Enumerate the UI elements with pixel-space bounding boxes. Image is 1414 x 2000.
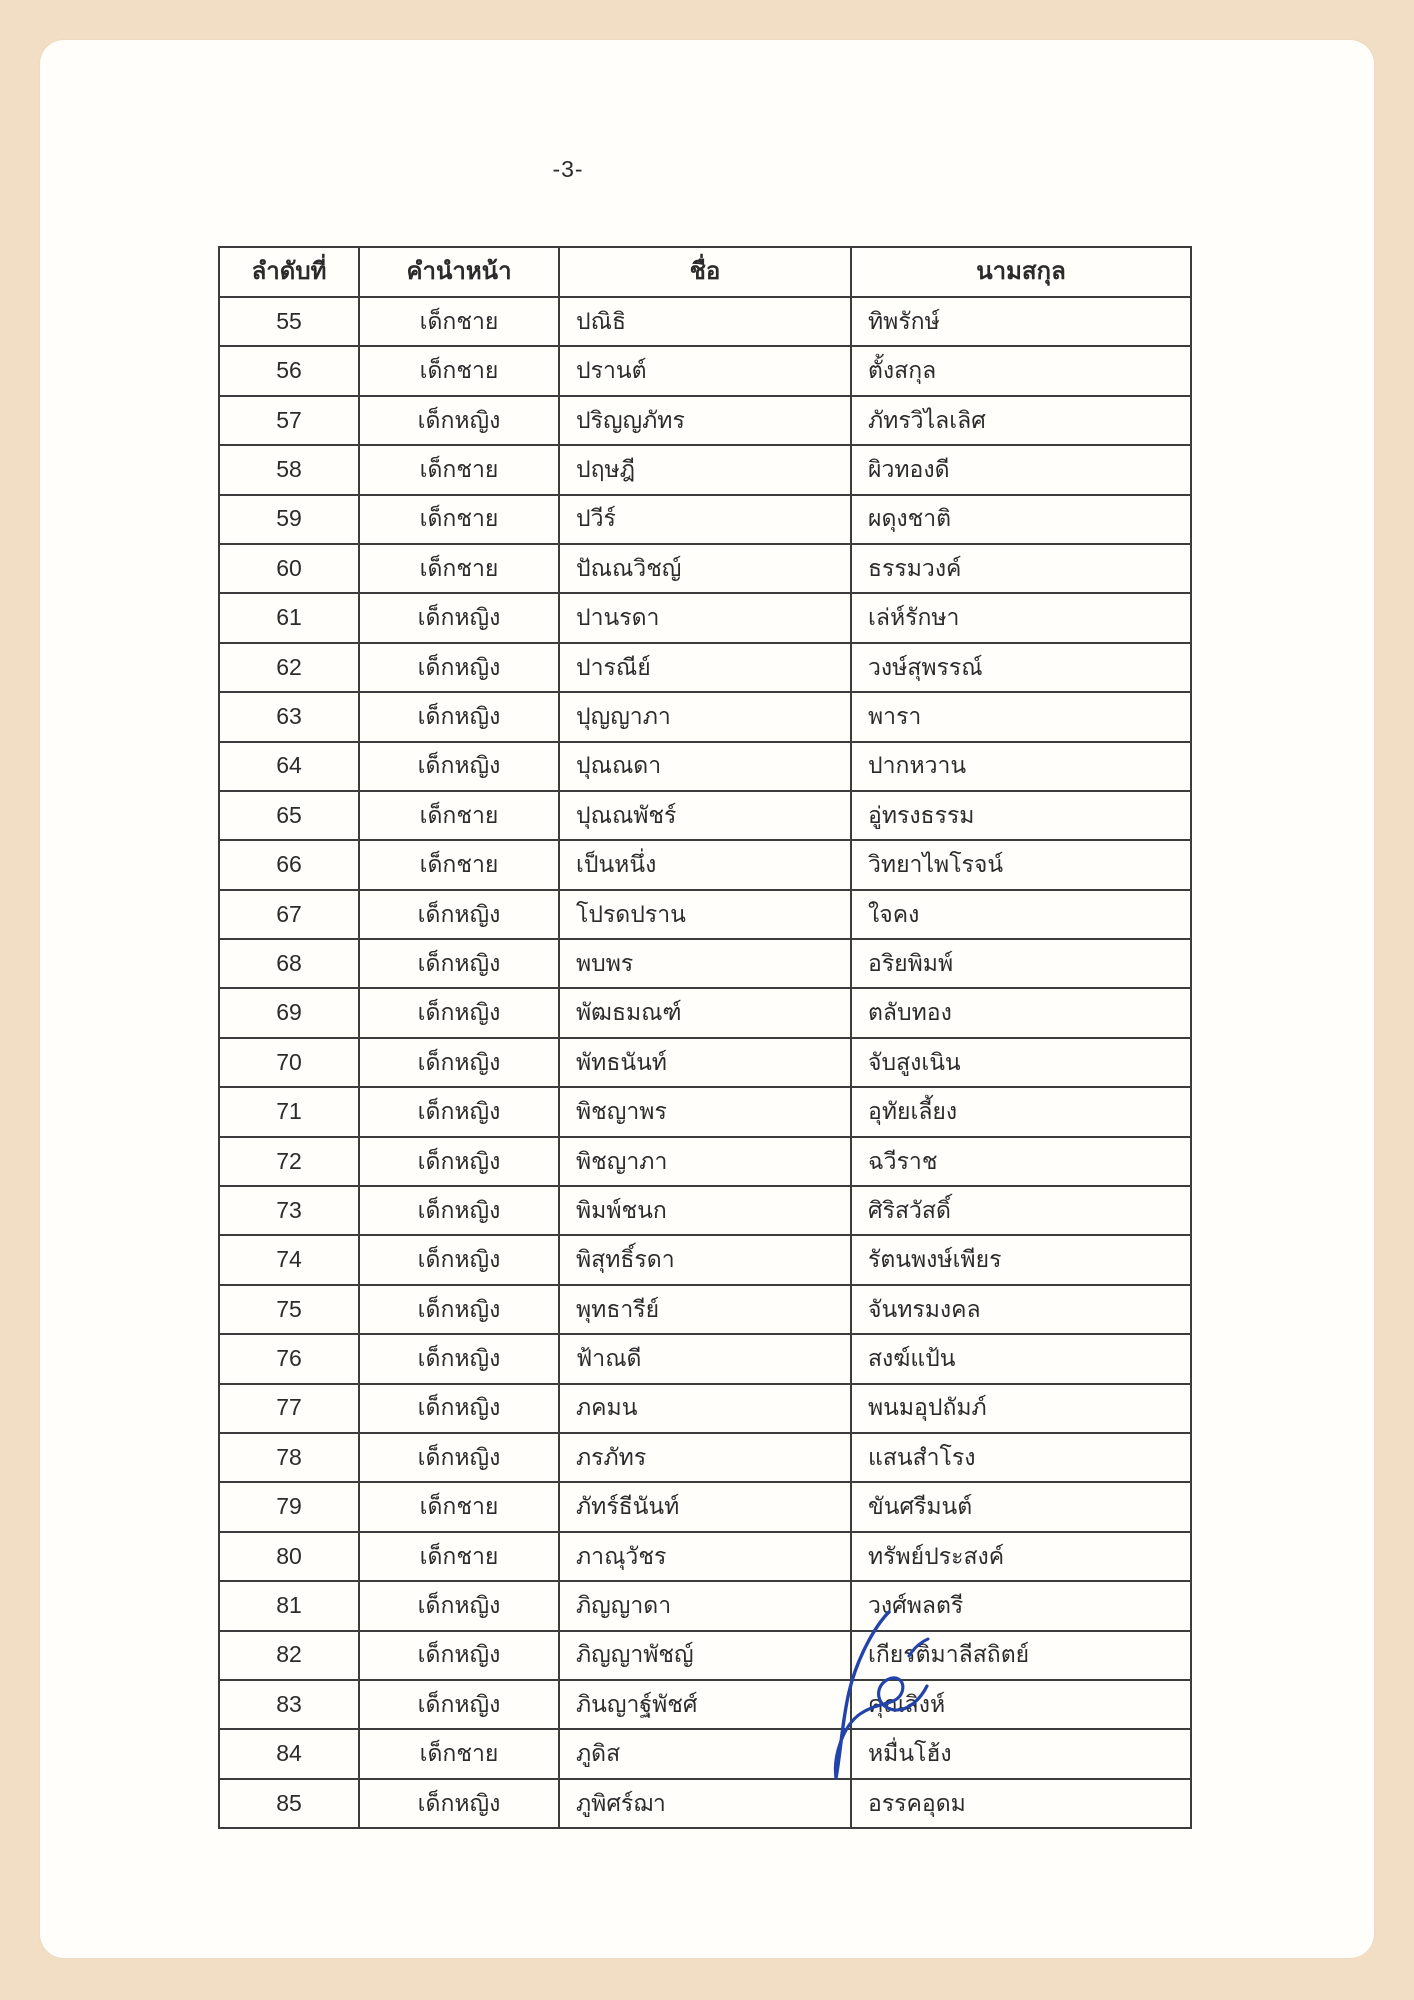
cell-first-name: พิชญาภา [559,1137,851,1186]
cell-prefix: เด็กหญิง [359,692,559,741]
header-no: ลำดับที่ [219,247,359,297]
cell-no: 77 [219,1384,359,1433]
cell-last-name: คุณสิงห์ [851,1680,1191,1729]
cell-last-name: ฉวีราช [851,1137,1191,1186]
cell-first-name: ปวีร์ [559,495,851,544]
cell-no: 56 [219,346,359,395]
table-row [219,791,1191,840]
cell-last-name: ทิพรักษ์ [851,297,1191,346]
cell-no: 58 [219,445,359,494]
cell-no: 61 [219,593,359,642]
table-row [219,1482,1191,1531]
cell-last-name: เล่ห์รักษา [851,593,1191,642]
table-row [219,544,1191,593]
cell-first-name: ปุณณดา [559,742,851,791]
cell-last-name: ปากหวาน [851,742,1191,791]
cell-prefix: เด็กหญิง [359,1433,559,1482]
cell-last-name: ผิวทองดี [851,445,1191,494]
cell-last-name: ธรรมวงค์ [851,544,1191,593]
cell-no: 83 [219,1680,359,1729]
cell-prefix: เด็กหญิง [359,939,559,988]
cell-last-name: ตั้งสกุล [851,346,1191,395]
cell-first-name: ภิญญาดา [559,1581,851,1630]
cell-prefix: เด็กชาย [359,445,559,494]
cell-first-name: ภาณุวัชร [559,1532,851,1581]
cell-first-name: พบพร [559,939,851,988]
cell-first-name: ภคมน [559,1384,851,1433]
table-row [219,495,1191,544]
cell-last-name: สงฆ์แป้น [851,1334,1191,1383]
cell-no: 62 [219,643,359,692]
cell-no: 60 [219,544,359,593]
table-row [219,988,1191,1037]
cell-no: 66 [219,840,359,889]
cell-last-name: พนมอุปถัมภ์ [851,1384,1191,1433]
cell-first-name: พิชญาพร [559,1087,851,1136]
table-row [219,1384,1191,1433]
cell-first-name: ปัณณวิชญ์ [559,544,851,593]
cell-no: 65 [219,791,359,840]
cell-prefix: เด็กหญิง [359,1186,559,1235]
cell-no: 75 [219,1285,359,1334]
cell-first-name: ภัทร์ธีนันท์ [559,1482,851,1531]
cell-prefix: เด็กหญิง [359,1779,559,1828]
cell-prefix: เด็กหญิง [359,1285,559,1334]
cell-last-name: ใจคง [851,890,1191,939]
header-first-name: ชื่อ [559,247,851,297]
cell-last-name: ทรัพย์ประสงค์ [851,1532,1191,1581]
cell-no: 72 [219,1137,359,1186]
table-row [219,1137,1191,1186]
cell-prefix: เด็กหญิง [359,1235,559,1284]
cell-prefix: เด็กหญิง [359,988,559,1037]
cell-no: 55 [219,297,359,346]
cell-prefix: เด็กหญิง [359,1334,559,1383]
cell-last-name: อุทัยเลี้ยง [851,1087,1191,1136]
cell-no: 59 [219,495,359,544]
header-row [219,247,1191,297]
cell-first-name: ปุณณพัชร์ [559,791,851,840]
cell-first-name: พิสุทธิ์รดา [559,1235,851,1284]
cell-first-name: ภินญาฐ์พัชศ์ [559,1680,851,1729]
cell-prefix: เด็กชาย [359,1532,559,1581]
table-row [219,1334,1191,1383]
cell-first-name: ภรภัทร [559,1433,851,1482]
cell-no: 76 [219,1334,359,1383]
table-row [219,1581,1191,1630]
cell-last-name: พารา [851,692,1191,741]
cell-first-name: ภูดิส [559,1729,851,1778]
cell-first-name: ภิญญาพัชญ์ [559,1631,851,1680]
cell-no: 63 [219,692,359,741]
table-row [219,396,1191,445]
cell-prefix: เด็กชาย [359,297,559,346]
cell-first-name: เป็นหนึ่ง [559,840,851,889]
cell-no: 74 [219,1235,359,1284]
cell-prefix: เด็กชาย [359,495,559,544]
handwritten-signature [805,1598,940,1798]
cell-prefix: เด็กหญิง [359,1631,559,1680]
table-row [219,346,1191,395]
cell-first-name: ปฤษฎี [559,445,851,494]
document-page [40,40,1374,1958]
cell-first-name: พัฒธมณฑ์ [559,988,851,1037]
table-row [219,1779,1191,1828]
cell-no: 71 [219,1087,359,1136]
cell-last-name: ขันศรีมนต์ [851,1482,1191,1531]
table-row [219,1285,1191,1334]
cell-prefix: เด็กหญิง [359,890,559,939]
cell-no: 64 [219,742,359,791]
cell-last-name: วงษ์สุพรรณ์ [851,643,1191,692]
cell-prefix: เด็กชาย [359,544,559,593]
header-prefix: คำนำหน้า [359,247,559,297]
cell-last-name: วงศ์พลตรี [851,1581,1191,1630]
cell-no: 85 [219,1779,359,1828]
cell-prefix: เด็กชาย [359,1482,559,1531]
cell-last-name: จันทรมงคล [851,1285,1191,1334]
table-row [219,1680,1191,1729]
cell-last-name: รัตนพงษ์เพียร [851,1235,1191,1284]
table-row [219,939,1191,988]
cell-last-name: อู่ทรงธรรม [851,791,1191,840]
table-row [219,1631,1191,1680]
table-body [219,297,1191,1828]
table-row [219,742,1191,791]
cell-last-name: วิทยาไพโรจน์ [851,840,1191,889]
cell-first-name: โปรดปราน [559,890,851,939]
cell-no: 67 [219,890,359,939]
cell-first-name: ปริญญภัทร [559,396,851,445]
cell-prefix: เด็กหญิง [359,643,559,692]
cell-first-name: ปรานต์ [559,346,851,395]
table-row [219,1729,1191,1778]
cell-prefix: เด็กชาย [359,840,559,889]
table-row [219,1087,1191,1136]
table-row [219,1433,1191,1482]
cell-no: 68 [219,939,359,988]
cell-first-name: ปานรดา [559,593,851,642]
table-row [219,1235,1191,1284]
table-row [219,692,1191,741]
cell-prefix: เด็กหญิง [359,1581,559,1630]
cell-last-name: ศิริสวัสดิ์ [851,1186,1191,1235]
cell-first-name: ปณิธิ [559,297,851,346]
cell-first-name: พุทธารีย์ [559,1285,851,1334]
cell-first-name: พัทธนันท์ [559,1038,851,1087]
cell-first-name: พิมพ์ชนก [559,1186,851,1235]
cell-first-name: ปุญญาภา [559,692,851,741]
cell-first-name: ฟ้าณดี [559,1334,851,1383]
cell-first-name: ภูพิศร์ฌา [559,1779,851,1828]
cell-prefix: เด็กหญิง [359,1137,559,1186]
cell-last-name: ตลับทอง [851,988,1191,1037]
cell-no: 57 [219,396,359,445]
cell-prefix: เด็กชาย [359,791,559,840]
table-row [219,840,1191,889]
cell-prefix: เด็กหญิง [359,1680,559,1729]
cell-no: 80 [219,1532,359,1581]
page-number: -3- [552,156,584,182]
cell-prefix: เด็กหญิง [359,593,559,642]
cell-prefix: เด็กหญิง [359,742,559,791]
cell-no: 78 [219,1433,359,1482]
cell-last-name: จับสูงเนิน [851,1038,1191,1087]
table-row [219,890,1191,939]
cell-prefix: เด็กชาย [359,346,559,395]
cell-last-name: ผดุงชาติ [851,495,1191,544]
table-row [219,643,1191,692]
cell-no: 82 [219,1631,359,1680]
table-row [219,297,1191,346]
cell-no: 73 [219,1186,359,1235]
cell-prefix: เด็กชาย [359,1729,559,1778]
cell-prefix: เด็กหญิง [359,1384,559,1433]
cell-last-name: แสนสำโรง [851,1433,1191,1482]
cell-last-name: ภัทรวิไลเลิศ [851,396,1191,445]
cell-last-name: หมื่นโฮ้ง [851,1729,1191,1778]
cell-no: 79 [219,1482,359,1531]
cell-last-name: อริยพิมพ์ [851,939,1191,988]
cell-no: 69 [219,988,359,1037]
table-row [219,1532,1191,1581]
table-row [219,445,1191,494]
cell-last-name: เกียรติมาลีสถิตย์ [851,1631,1191,1680]
table-row [219,593,1191,642]
cell-last-name: อรรคอุดม [851,1779,1191,1828]
cell-prefix: เด็กหญิง [359,1038,559,1087]
cell-prefix: เด็กหญิง [359,396,559,445]
table-row [219,1186,1191,1235]
cell-first-name: ปารณีย์ [559,643,851,692]
table-row [219,1038,1191,1087]
cell-no: 84 [219,1729,359,1778]
header-last-name: นามสกุล [851,247,1191,297]
name-roster-table [218,246,1192,1829]
table-header [219,247,1191,297]
cell-no: 70 [219,1038,359,1087]
cell-prefix: เด็กหญิง [359,1087,559,1136]
cell-no: 81 [219,1581,359,1630]
